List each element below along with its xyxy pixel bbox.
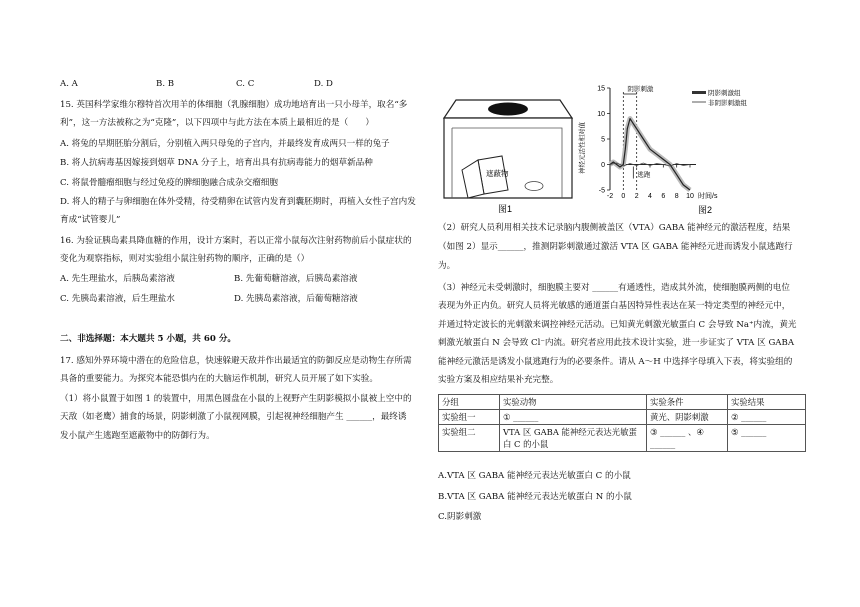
- table-cell: ① ______: [500, 410, 647, 425]
- table-header-cell: 实验结果: [728, 395, 806, 410]
- q17-stem-1: 17. 感知外界环境中潜在的危险信息，快速躲避天敌并作出最适宜的防御反应是动物生存所需: [60, 356, 412, 366]
- experiment-table: [438, 394, 806, 452]
- q17-part3-2: 表现为外正内负。研究人员将光敏感的通道蛋白基因特异性表达在某一特定类型的神经元中，: [438, 301, 791, 311]
- x-tick-label: 2: [634, 193, 639, 200]
- q17-part2-3: 为。: [438, 261, 456, 271]
- table-cell: ⑤ ______: [728, 425, 806, 452]
- chart-xlabel: 时间/s: [698, 193, 718, 200]
- x-tick-label: 6: [661, 193, 666, 200]
- choice-c: C.阴影刺激: [438, 512, 482, 522]
- table-cell: 黄光、阴影刺激: [647, 410, 728, 425]
- table-cell: ② ______: [728, 410, 806, 425]
- chart-axes: [610, 88, 696, 190]
- table-cell: 实验组一: [439, 410, 500, 425]
- shelter-label: 遮蔽物: [486, 169, 509, 178]
- q15-option-b: B. 将人抗病毒基因嫁接到烟草 DNA 分子上，培育出具有抗病毒能力的烟草新品种: [60, 158, 373, 168]
- table-header-cell: 分组: [439, 395, 500, 410]
- q17-part1-3: 发小鼠产生逃跑至遮蔽物中的防御行为。: [60, 431, 215, 441]
- option-c: C. C: [236, 79, 255, 89]
- figure-2-chart: [576, 78, 764, 216]
- y-tick-label: 10: [597, 111, 605, 118]
- choice-b: B.VTA 区 GABA 能神经元表达光敏蛋白 N 的小鼠: [438, 492, 632, 502]
- x-tick-label: 8: [674, 193, 679, 200]
- legend-label-control: 非阴影刺激组: [708, 100, 747, 107]
- table-header-cell: 实验动物: [500, 395, 647, 410]
- series-band-shadow: [610, 119, 690, 190]
- x-tick-label: 4: [648, 193, 652, 200]
- table-row: [439, 410, 806, 425]
- q17-part1-2: 天敌（如老鹰）捕食的场景，阴影刺激了小鼠视网膜，引起视神经细胞产生 ______，最终诱: [60, 412, 407, 422]
- device-front-face: [444, 118, 572, 198]
- table-header-cell: 实验条件: [647, 395, 728, 410]
- q15-option-a: A. 将兔的早期胚胎分割后，分别植入两只母兔的子宫内，并最终发育成两只一样的兔子: [60, 139, 390, 149]
- option-d: D. D: [314, 79, 333, 89]
- q17-part2-2: （如图 2）显示______，推测阴影刺激通过激活 VTA 区 GABA 能神经元进而诱发小鼠逃跑行: [438, 242, 793, 252]
- q15-option-c: C. 将鼠骨髓瘤细胞与经过免疫的脾细胞融合成杂交瘤细胞: [60, 178, 278, 188]
- x-tick-label: 10: [686, 193, 694, 200]
- table-cell: ③ ______ 、④ ______: [647, 425, 728, 452]
- option-b: B. B: [156, 79, 175, 89]
- annotation-escape: 逃跑: [637, 171, 651, 179]
- q17-part3-3: 并通过特定波长的光刺激来调控神经元活动。已知黄光刺激光敏蛋白 C 会导致 Na⁺内流，黄光: [438, 320, 797, 330]
- y-tick-label: -5: [598, 187, 605, 195]
- y-tick-label: 5: [601, 136, 605, 144]
- q17-part3-1: （3）神经元未受刺激时，细胞膜主要对 ______有通透性，造成其外流，使细胞膜两侧的电位: [438, 283, 790, 293]
- x-tick-label: -2: [606, 193, 614, 200]
- q15-option-d-2: 育成“试管婴儿”: [60, 215, 121, 225]
- chart-ylabel: 神经元活性相对值: [579, 122, 586, 174]
- table-cell: 实验组二: [439, 425, 500, 452]
- section-heading: 二、非选择题：本大题共 5 小题，共 60 分。: [60, 334, 237, 344]
- q15-stem-2: 利”，这一方法被称之为“克隆”，以下四项中与此方法在本质上最相近的是（ ）: [60, 118, 374, 128]
- q17-part3-6: 实验方案及相应结果补充完整。: [438, 375, 559, 385]
- q15-stem-1: 15. 英国科学家维尔穆特首次用羊的体细胞（乳腺细胞）成功地培育出一只小母羊，取名“多: [60, 100, 408, 110]
- q17-part2-1: （2）研究人员利用相关技术记录脑内腹侧被盖区（VTA）GABA 能神经元的激活程度，结果: [438, 223, 791, 233]
- y-tick-label: 0: [601, 162, 605, 169]
- table-row: [439, 425, 806, 452]
- q16-option-d: D. 先胰岛素溶液，后葡萄糖溶液: [234, 294, 358, 304]
- q17-part1-1: （1）将小鼠置于如图 1 的装置中，用黑色圆盘在小鼠的上视野产生阴影模拟小鼠被上空中的: [60, 394, 412, 404]
- q16-stem-2: 变化为观察指标，则对实验组小鼠注射药物的顺序，正确的是（）: [60, 254, 310, 264]
- q15-option-d-1: D. 将人的精子与卵细胞在体外受精，待受精卵在试管内发育到囊胚期时，再植入女性子宫内发: [60, 197, 416, 207]
- legend-label-shadow: 阴影刺激组: [708, 90, 741, 97]
- fig1-caption: 图1: [498, 204, 513, 214]
- q16-option-a: A. 先生理盐水，后胰岛素溶液: [60, 274, 175, 284]
- y-tick-label: 15: [597, 85, 605, 93]
- chart-legend: [692, 88, 748, 107]
- figure-1: [438, 98, 574, 216]
- table-cell: VTA 区 GABA 能神经元表达光敏蛋白 C 的小鼠: [500, 425, 647, 452]
- q17-part3-5: 能神经元激活是诱发小鼠逃跑行为的必要条件。请从 A～H 中选择字母填入下表，将实验组的: [438, 357, 793, 367]
- legend-swatch-shadow: [692, 91, 706, 94]
- q16-option-b: B. 先葡萄糖溶液，后胰岛素溶液: [234, 274, 358, 284]
- q17-stem-2: 具备的重要能力。为探究本能恐惧内在的大脑运作机制，研究人员开展了如下实验。: [60, 374, 378, 384]
- q17-part3-4: 刺激光敏蛋白 N 会导致 Cl⁻内流。研究者应用此技术设计实验，进一步证实了 VTA 区 GABA: [438, 338, 795, 348]
- q16-option-c: C. 先胰岛素溶液，后生理盐水: [60, 294, 175, 304]
- q16-stem-1: 16. 为验证胰岛素具降血糖的作用，设计方案时，若以正常小鼠每次注射药物前后小鼠症状的: [60, 236, 412, 246]
- mouse-icon: [525, 182, 543, 191]
- option-a: A. A: [60, 79, 78, 89]
- fig2-caption: 图2: [698, 205, 713, 215]
- annotation-shadow: 阴影刺激: [627, 86, 654, 93]
- x-tick-label: 0: [621, 193, 626, 200]
- table-header-row: [439, 395, 806, 410]
- black-disc: [488, 103, 528, 116]
- choice-a: A.VTA 区 GABA 能神经元表达光敏蛋白 C 的小鼠: [438, 471, 631, 481]
